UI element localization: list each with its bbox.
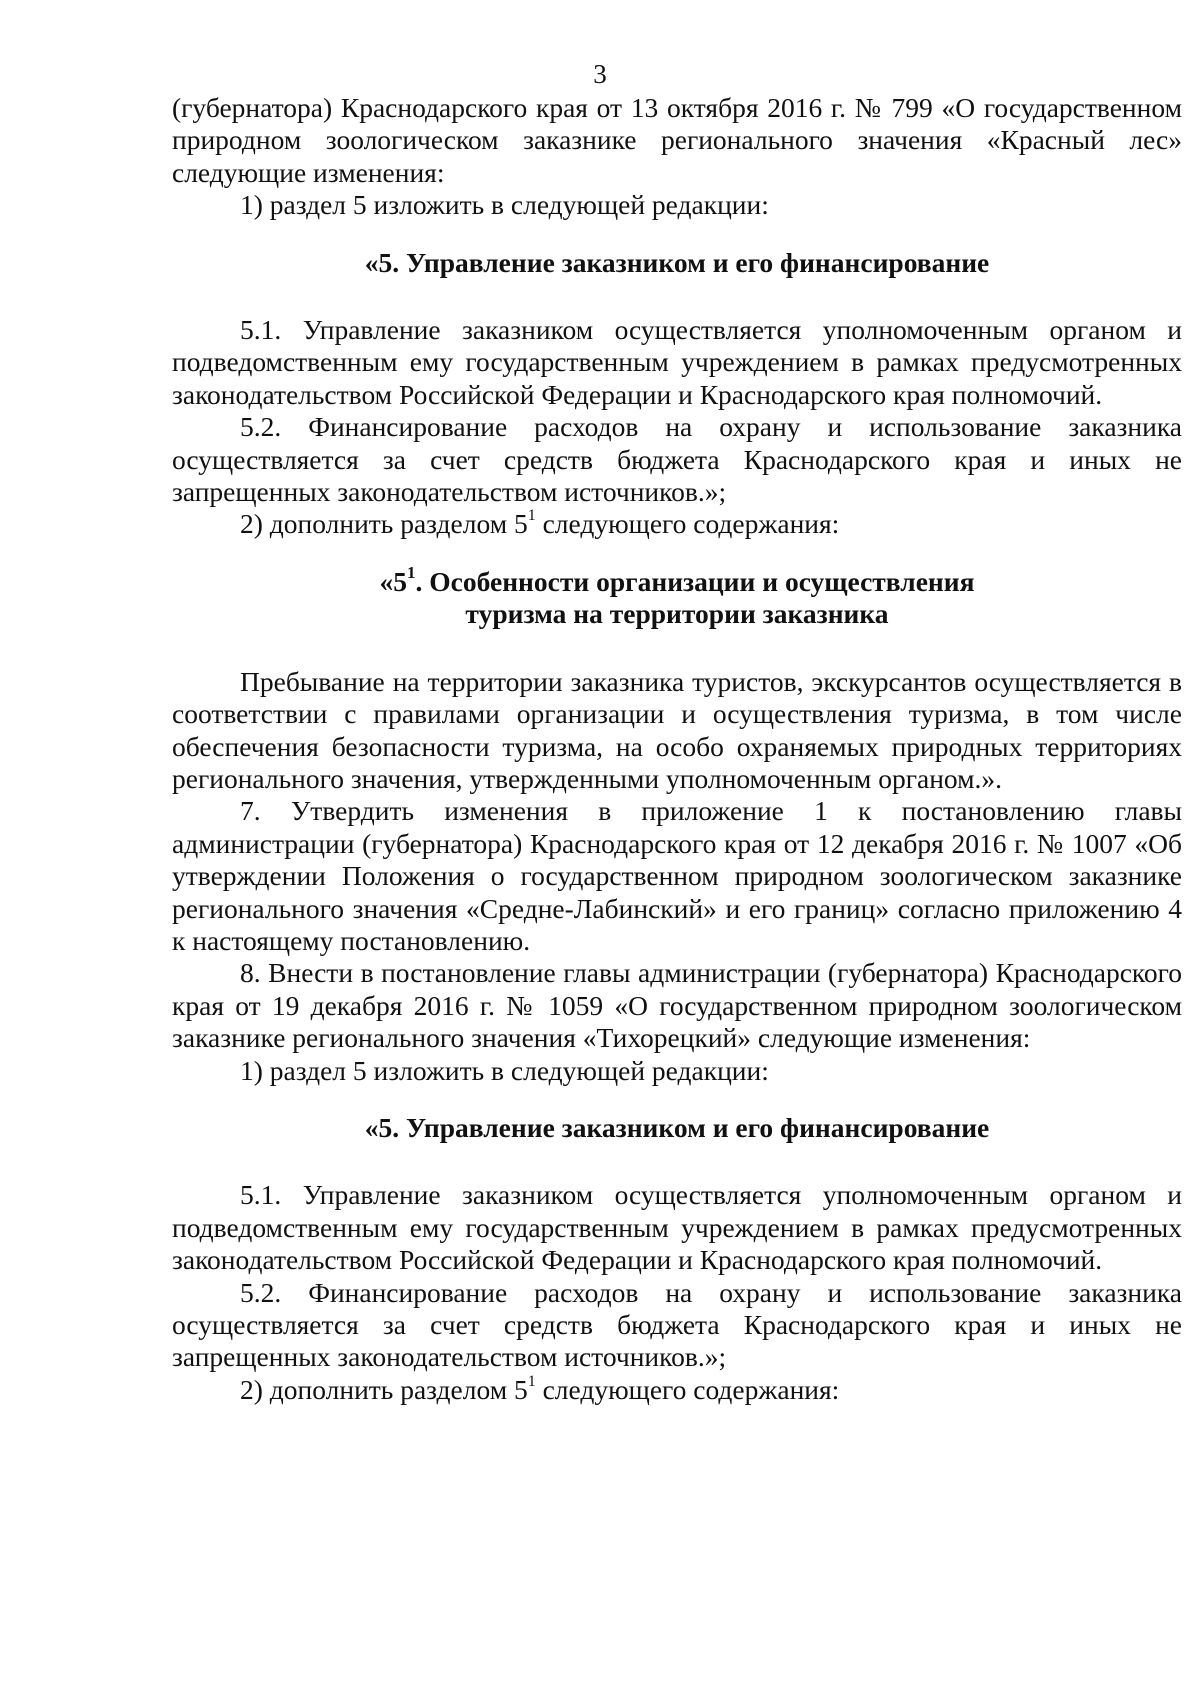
paragraph-item-1b: 1) раздел 5 изложить в следующей редакции: xyxy=(240,1054,769,1086)
paragraph-item-2 xyxy=(172,508,1182,540)
page-number: 3 xyxy=(593,59,607,89)
text-fragment: 2) дополнить разделом 5 xyxy=(240,508,528,540)
document-body xyxy=(172,92,1182,1406)
paragraph-item-1: 1) раздел 5 изложить в следующей редакции: xyxy=(240,189,769,221)
superscript: 1 xyxy=(527,1372,536,1390)
paragraph-7: 7. Утвердить изменения в приложение 1 к постановлению главы администрации (губернатора) Краснодарского края от 12 декабря 2016 г. № 1007 «Об утверждении Положения о государственном природном зоологическом заказнике регионального значения «Средне-Лабинский» и его границ» согласно приложению 4 к настоящему постановлению. xyxy=(172,795,1182,956)
paragraph-continuation: (губернатора) Краснодарского края от 13 октября 2016 г. № 799 «О государственном природном зоологическом заказнике регионального значения «Красный лес» следующие изменения: xyxy=(172,92,1182,188)
paragraph-5-1: 5.1. Управление заказником осуществляется уполномоченным органом и подведомственным ему государственным учреждением в рамках предусмотренных законодательством Российской Федерации и Краснодарского края полномочий. xyxy=(172,314,1182,410)
paragraph-8: 8. Внести в постановление главы администрации (губернатора) Краснодарского края от 19 декабря 2016 г. № 1059 «О государственном природном зоологическом заказнике регионального значения «Тихорецкий» следующие изменения: xyxy=(172,957,1182,1054)
text-fragment: . Особенности организации и осуществления xyxy=(415,565,975,597)
text-fragment: следующего содержания: xyxy=(535,508,840,540)
superscript: 1 xyxy=(527,507,536,525)
text-fragment: 2) дополнить разделом 5 xyxy=(240,1373,528,1405)
text-fragment: следующего содержания: xyxy=(535,1373,840,1405)
heading-line-1 xyxy=(172,562,1182,598)
heading-line-2: туризма на территории заказника xyxy=(465,598,889,630)
paragraph-5-1b: 5.1. Управление заказником осуществляется уполномоченным органом и подведомственным ему государственным учреждением в рамках предусмотренных законодательством Российской Федерации и Краснодарского края полномочий. xyxy=(172,1179,1182,1276)
text-fragment: «5 xyxy=(379,565,407,597)
paragraph-tourism: Пребывание на территории заказника туристов, экскурсантов осуществляется в соответствии с правилами организации и осуществления туризма, в том числе обеспечения безопасности туризма, на особо охраняемых природных территориях регионального значения, утвержденными уполномоченным органом.». xyxy=(172,665,1182,794)
superscript: 1 xyxy=(407,562,416,582)
paragraph-5-2: 5.2. Финансирование расходов на охрану и использование заказника осуществляется за счет средств бюджета Краснодарского края и иных не запрещенных законодательством источников.»; xyxy=(172,411,1182,508)
paragraph-5-2b: 5.2. Финансирование расходов на охрану и использование заказника осуществляется за счет средств бюджета Краснодарского края и иных не запрещенных законодательством источников.»; xyxy=(172,1276,1182,1373)
section-heading-5: «5. Управление заказником и его финансирование xyxy=(364,246,990,278)
paragraph-item-2b xyxy=(172,1374,1182,1406)
section-heading-5b: «5. Управление заказником и его финансирование xyxy=(364,1111,990,1143)
section-heading-5-1 xyxy=(172,562,1182,631)
